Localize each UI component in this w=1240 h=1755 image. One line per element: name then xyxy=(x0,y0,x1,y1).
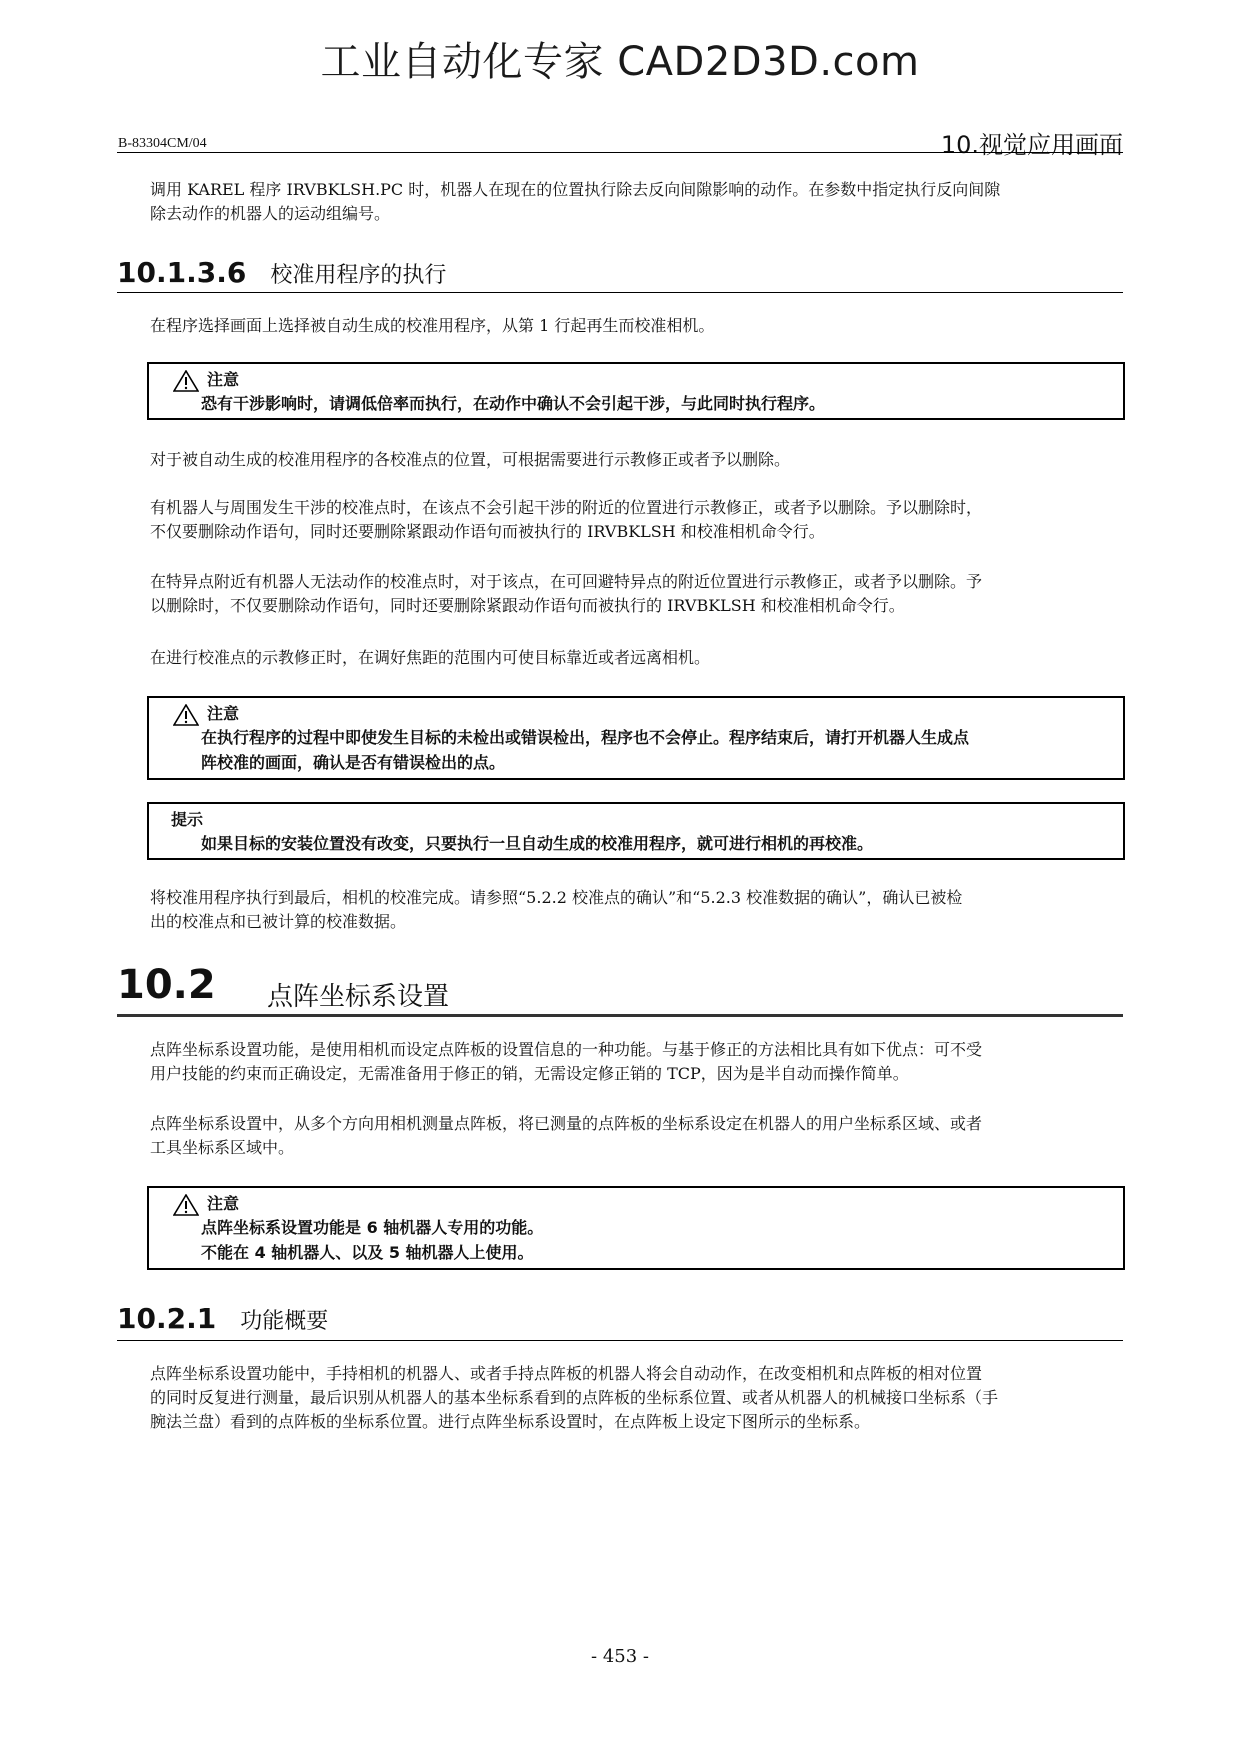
watermark-title: 工业自动化专家 CAD2D3D.com xyxy=(320,39,920,85)
caution-text xyxy=(201,1215,543,1265)
warning-triangle-icon xyxy=(173,370,199,392)
intro-paragraph xyxy=(150,178,1130,226)
text-line: 不仅要删除动作语句，同时还要删除紧跟动作语句而被执行的 IRVBKLSH 和校准相机命令行。 xyxy=(150,522,825,541)
text-line: 腕法兰盘）看到的点阵板的坐标系位置。进行点阵坐标系设置时，在点阵板上设定下图所示的坐标系。 xyxy=(150,1412,871,1431)
chapter-title: 10.视觉应用画面 xyxy=(940,131,1123,159)
paragraph xyxy=(150,886,1130,934)
section-heading-1021 xyxy=(117,1302,328,1335)
document-id: B-83304CM/04 xyxy=(118,136,207,151)
text-line: 将校准用程序执行到最后，相机的校准完成。请参照“5.2.2 校准点的确认”和“5.2.3 校准数据的确认”，确认已被检 xyxy=(150,888,963,907)
section-title: 功能概要 xyxy=(240,1309,329,1334)
tip-line: 如果目标的安装位置没有改变，只要执行一旦自动生成的校准用程序，就可进行相机的再校准。 xyxy=(201,834,874,853)
section-title: 点阵坐标系设置 xyxy=(267,982,450,1012)
paragraph: 在进行校准点的示教修正时，在调好焦距的范围内可使目标靠近或者远离相机。 xyxy=(150,648,711,667)
caution-line: 不能在 4 轴机器人、以及 5 轴机器人上使用。 xyxy=(201,1243,534,1262)
caution-text xyxy=(201,391,825,416)
caution-box xyxy=(147,696,1125,780)
paragraph xyxy=(150,1362,1130,1434)
text-line: 出的校准点和已被计算的校准数据。 xyxy=(150,912,407,931)
caution-text xyxy=(201,725,969,775)
caution-box xyxy=(147,362,1125,420)
tip-box xyxy=(147,802,1125,860)
paragraph xyxy=(150,1038,1130,1086)
section-number: 10.1.3.6 xyxy=(117,256,247,289)
text-line: 的同时反复进行测量，最后识别从机器人的基本坐标系看到的点阵板的坐标系位置、或者从机器人的机械接口坐标系（手 xyxy=(150,1388,999,1407)
text-line: 在特异点附近有机器人无法动作的校准点时，对于该点，在可回避特异点的附近位置进行示教修正，或者予以删除。予 xyxy=(150,572,983,591)
caution-line: 恐有干涉影响时，请调低倍率而执行，在动作中确认不会引起干涉，与此同时执行程序。 xyxy=(201,394,826,413)
tip-label: 提示 xyxy=(171,810,204,829)
caution-line: 在执行程序的过程中即使发生目标的未检出或错误检出，程序也不会停止。程序结束后，请打开机器人生成点 xyxy=(201,728,970,747)
caution-line: 阵校准的画面，确认是否有错误检出的点。 xyxy=(201,753,506,772)
page-number: - 453 - xyxy=(591,1646,649,1667)
section-title: 校准用程序的执行 xyxy=(270,263,447,288)
text-line: 工具坐标系区域中。 xyxy=(150,1138,295,1157)
paragraph: 在程序选择画面上选择被自动生成的校准用程序，从第 1 行起再生而校准相机。 xyxy=(150,316,715,335)
caution-line: 点阵坐标系设置功能是 6 轴机器人专用的功能。 xyxy=(201,1218,544,1237)
paragraph xyxy=(150,496,1130,544)
section-heading-10136 xyxy=(117,256,446,289)
warning-triangle-icon xyxy=(173,1194,199,1216)
section-number: 10.2.1 xyxy=(117,1302,217,1335)
paragraph: 对于被自动生成的校准用程序的各校准点的位置，可根据需要进行示教修正或者予以删除。 xyxy=(150,450,791,469)
paragraph xyxy=(150,570,1130,618)
caution-label: 注意 xyxy=(207,704,240,723)
caution-label: 注意 xyxy=(207,1194,240,1213)
paragraph xyxy=(150,1112,1130,1160)
text-line: 调用 KAREL 程序 IRVBKLSH.PC 时，机器人在现在的位置执行除去反向间隙影响的动作。在参数中指定执行反向间隙 xyxy=(150,180,1001,199)
text-line: 点阵坐标系设置功能中，手持相机的机器人、或者手持点阵板的机器人将会自动动作，在改变相机和点阵板的相对位置 xyxy=(150,1364,983,1383)
text-line: 点阵坐标系设置中，从多个方向用相机测量点阵板，将已测量的点阵板的坐标系设定在机器人的用户坐标系区域、或者 xyxy=(150,1114,983,1133)
text-line: 有机器人与周围发生干涉的校准点时，在该点不会引起干涉的附近的位置进行示教修正，或者予以删除。予以删除时， xyxy=(150,498,983,517)
warning-triangle-icon xyxy=(173,704,199,726)
caution-label: 注意 xyxy=(207,370,240,389)
section-number: 10.2 xyxy=(117,962,216,1008)
text-line: 用户技能的约束而正确设定，无需准备用于修正的销，无需设定修正销的 TCP，因为是半自动而操作简单。 xyxy=(150,1064,909,1083)
header-divider xyxy=(117,152,1123,153)
section-rule xyxy=(117,1014,1123,1017)
caution-box xyxy=(147,1186,1125,1270)
text-line: 以删除时，不仅要删除动作语句，同时还要删除紧跟动作语句而被执行的 IRVBKLSH 和校准相机命令行。 xyxy=(150,596,905,615)
text-line: 点阵坐标系设置功能，是使用相机而设定点阵板的设置信息的一种功能。与基于修正的方法相比具有如下优点：可不受 xyxy=(150,1040,983,1059)
tip-text xyxy=(201,831,873,856)
section-heading-102 xyxy=(117,962,450,1012)
section-rule xyxy=(117,1340,1123,1341)
section-rule xyxy=(117,292,1123,293)
text-line: 除去动作的机器人的运动组编号。 xyxy=(150,204,391,223)
